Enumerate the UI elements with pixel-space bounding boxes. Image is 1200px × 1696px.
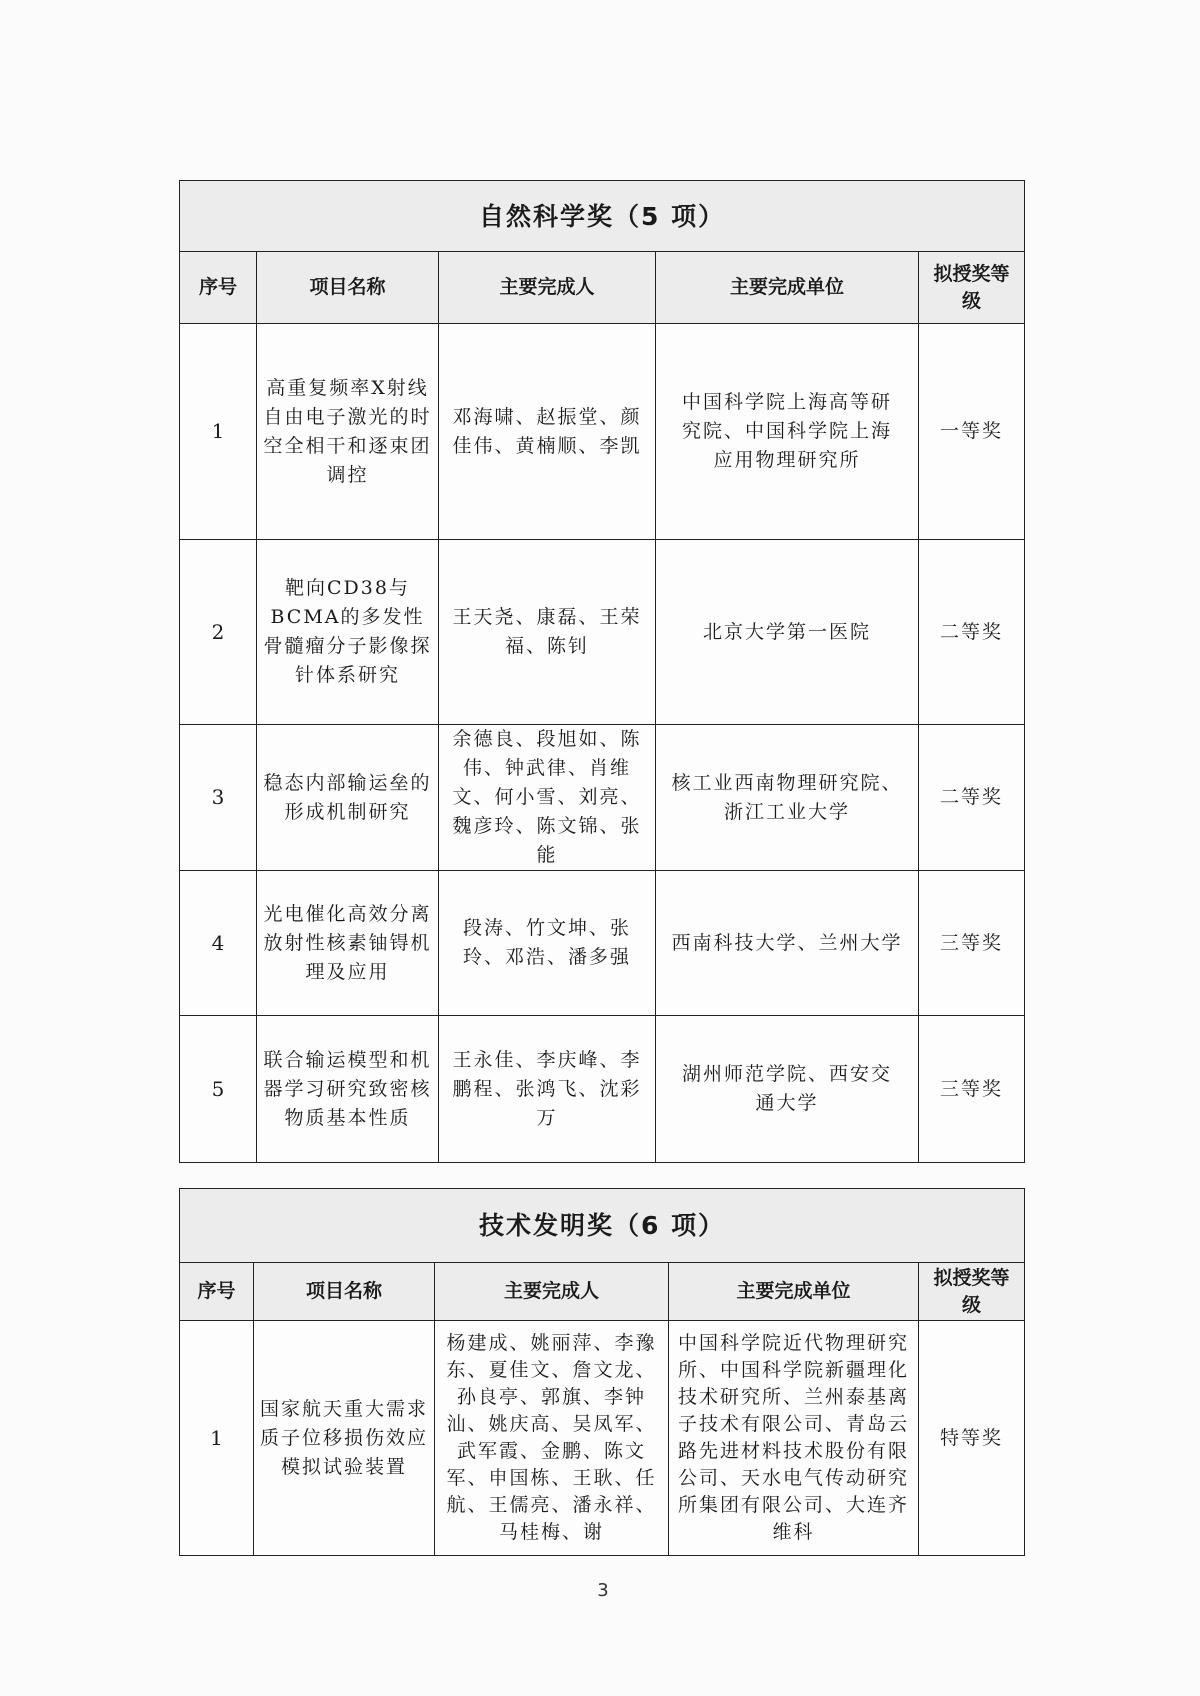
column-header-units: 主要完成单位	[669, 1263, 919, 1321]
row-units: 西南科技大学、兰州大学	[656, 871, 919, 1016]
row-seq: 2	[180, 540, 257, 725]
row-project-name: 国家航天重大需求质子位移损伤效应模拟试验装置	[254, 1321, 435, 1556]
row-units: 核工业西南物理研究院、浙江工业大学	[656, 725, 919, 871]
row-people: 邓海啸、赵振堂、颜佳伟、黄楠顺、李凯	[439, 324, 656, 540]
row-seq: 1	[180, 324, 257, 540]
natural-science-award-table	[179, 180, 1025, 1163]
row-units: 湖州师范学院、西安交通大学	[656, 1016, 919, 1163]
table-title: 自然科学奖（5 项）	[180, 181, 1025, 252]
row-level: 三等奖	[919, 1016, 1025, 1163]
row-project-name: 靶向CD38与BCMA的多发性骨髓瘤分子影像探针体系研究	[257, 540, 439, 725]
row-units: 北京大学第一医院	[656, 540, 919, 725]
row-level: 二等奖	[919, 540, 1025, 725]
page-number: 3	[597, 1580, 609, 1601]
row-people: 王天尧、康磊、王荣福、陈钊	[439, 540, 656, 725]
row-units: 中国科学院近代物理研究所、中国科学院新疆理化技术研究所、兰州泰基离子技术有限公司、青岛云路先进材料技术股份有限公司、天水电气传动研究所集团有限公司、大连齐维科	[669, 1321, 919, 1556]
column-header-project-name: 项目名称	[254, 1263, 435, 1321]
row-project-name: 高重复频率X射线自由电子激光的时空全相干和逐束团调控	[257, 324, 439, 540]
column-header-people: 主要完成人	[435, 1263, 669, 1321]
column-header-units: 主要完成单位	[656, 252, 919, 324]
row-level: 一等奖	[919, 324, 1025, 540]
row-seq: 1	[180, 1321, 254, 1556]
row-seq: 5	[180, 1016, 257, 1163]
table-row	[180, 1016, 1025, 1163]
row-project-name: 光电催化高效分离放射性核素铀锝机理及应用	[257, 871, 439, 1016]
column-header-seq: 序号	[180, 1263, 254, 1321]
column-header-people: 主要完成人	[439, 252, 656, 324]
table-row	[180, 871, 1025, 1016]
row-people: 余德良、段旭如、陈伟、钟武律、肖维文、何小雪、刘亮、魏彦玲、陈文锦、张能	[439, 725, 656, 871]
table-row	[180, 725, 1025, 871]
table-row	[180, 540, 1025, 725]
row-project-name: 稳态内部输运垒的形成机制研究	[257, 725, 439, 871]
row-level: 二等奖	[919, 725, 1025, 871]
tech-invention-award-table	[179, 1188, 1025, 1556]
row-people: 段涛、竹文坤、张玲、邓浩、潘多强	[439, 871, 656, 1016]
row-people: 杨建成、姚丽萍、李豫东、夏佳文、詹文龙、孙良亭、郭旗、李钟汕、姚庆高、吴凤军、武军霞、金鹏、陈文军、申国栋、王耿、任航、王儒亮、潘永祥、马桂梅、谢	[435, 1321, 669, 1556]
row-units: 中国科学院上海高等研究院、中国科学院上海应用物理研究所	[656, 324, 919, 540]
row-seq: 3	[180, 725, 257, 871]
table-row	[180, 1321, 1025, 1556]
row-seq: 4	[180, 871, 257, 1016]
column-header-level: 拟授奖等级	[919, 252, 1025, 324]
table-row	[180, 324, 1025, 540]
row-project-name: 联合输运模型和机器学习研究致密核物质基本性质	[257, 1016, 439, 1163]
row-level: 特等奖	[919, 1321, 1025, 1556]
row-level: 三等奖	[919, 871, 1025, 1016]
column-header-level: 拟授奖等级	[919, 1263, 1025, 1321]
table-title: 技术发明奖（6 项）	[180, 1189, 1025, 1263]
column-header-seq: 序号	[180, 252, 257, 324]
row-people: 王永佳、李庆峰、李鹏程、张鸿飞、沈彩万	[439, 1016, 656, 1163]
column-header-project-name: 项目名称	[257, 252, 439, 324]
